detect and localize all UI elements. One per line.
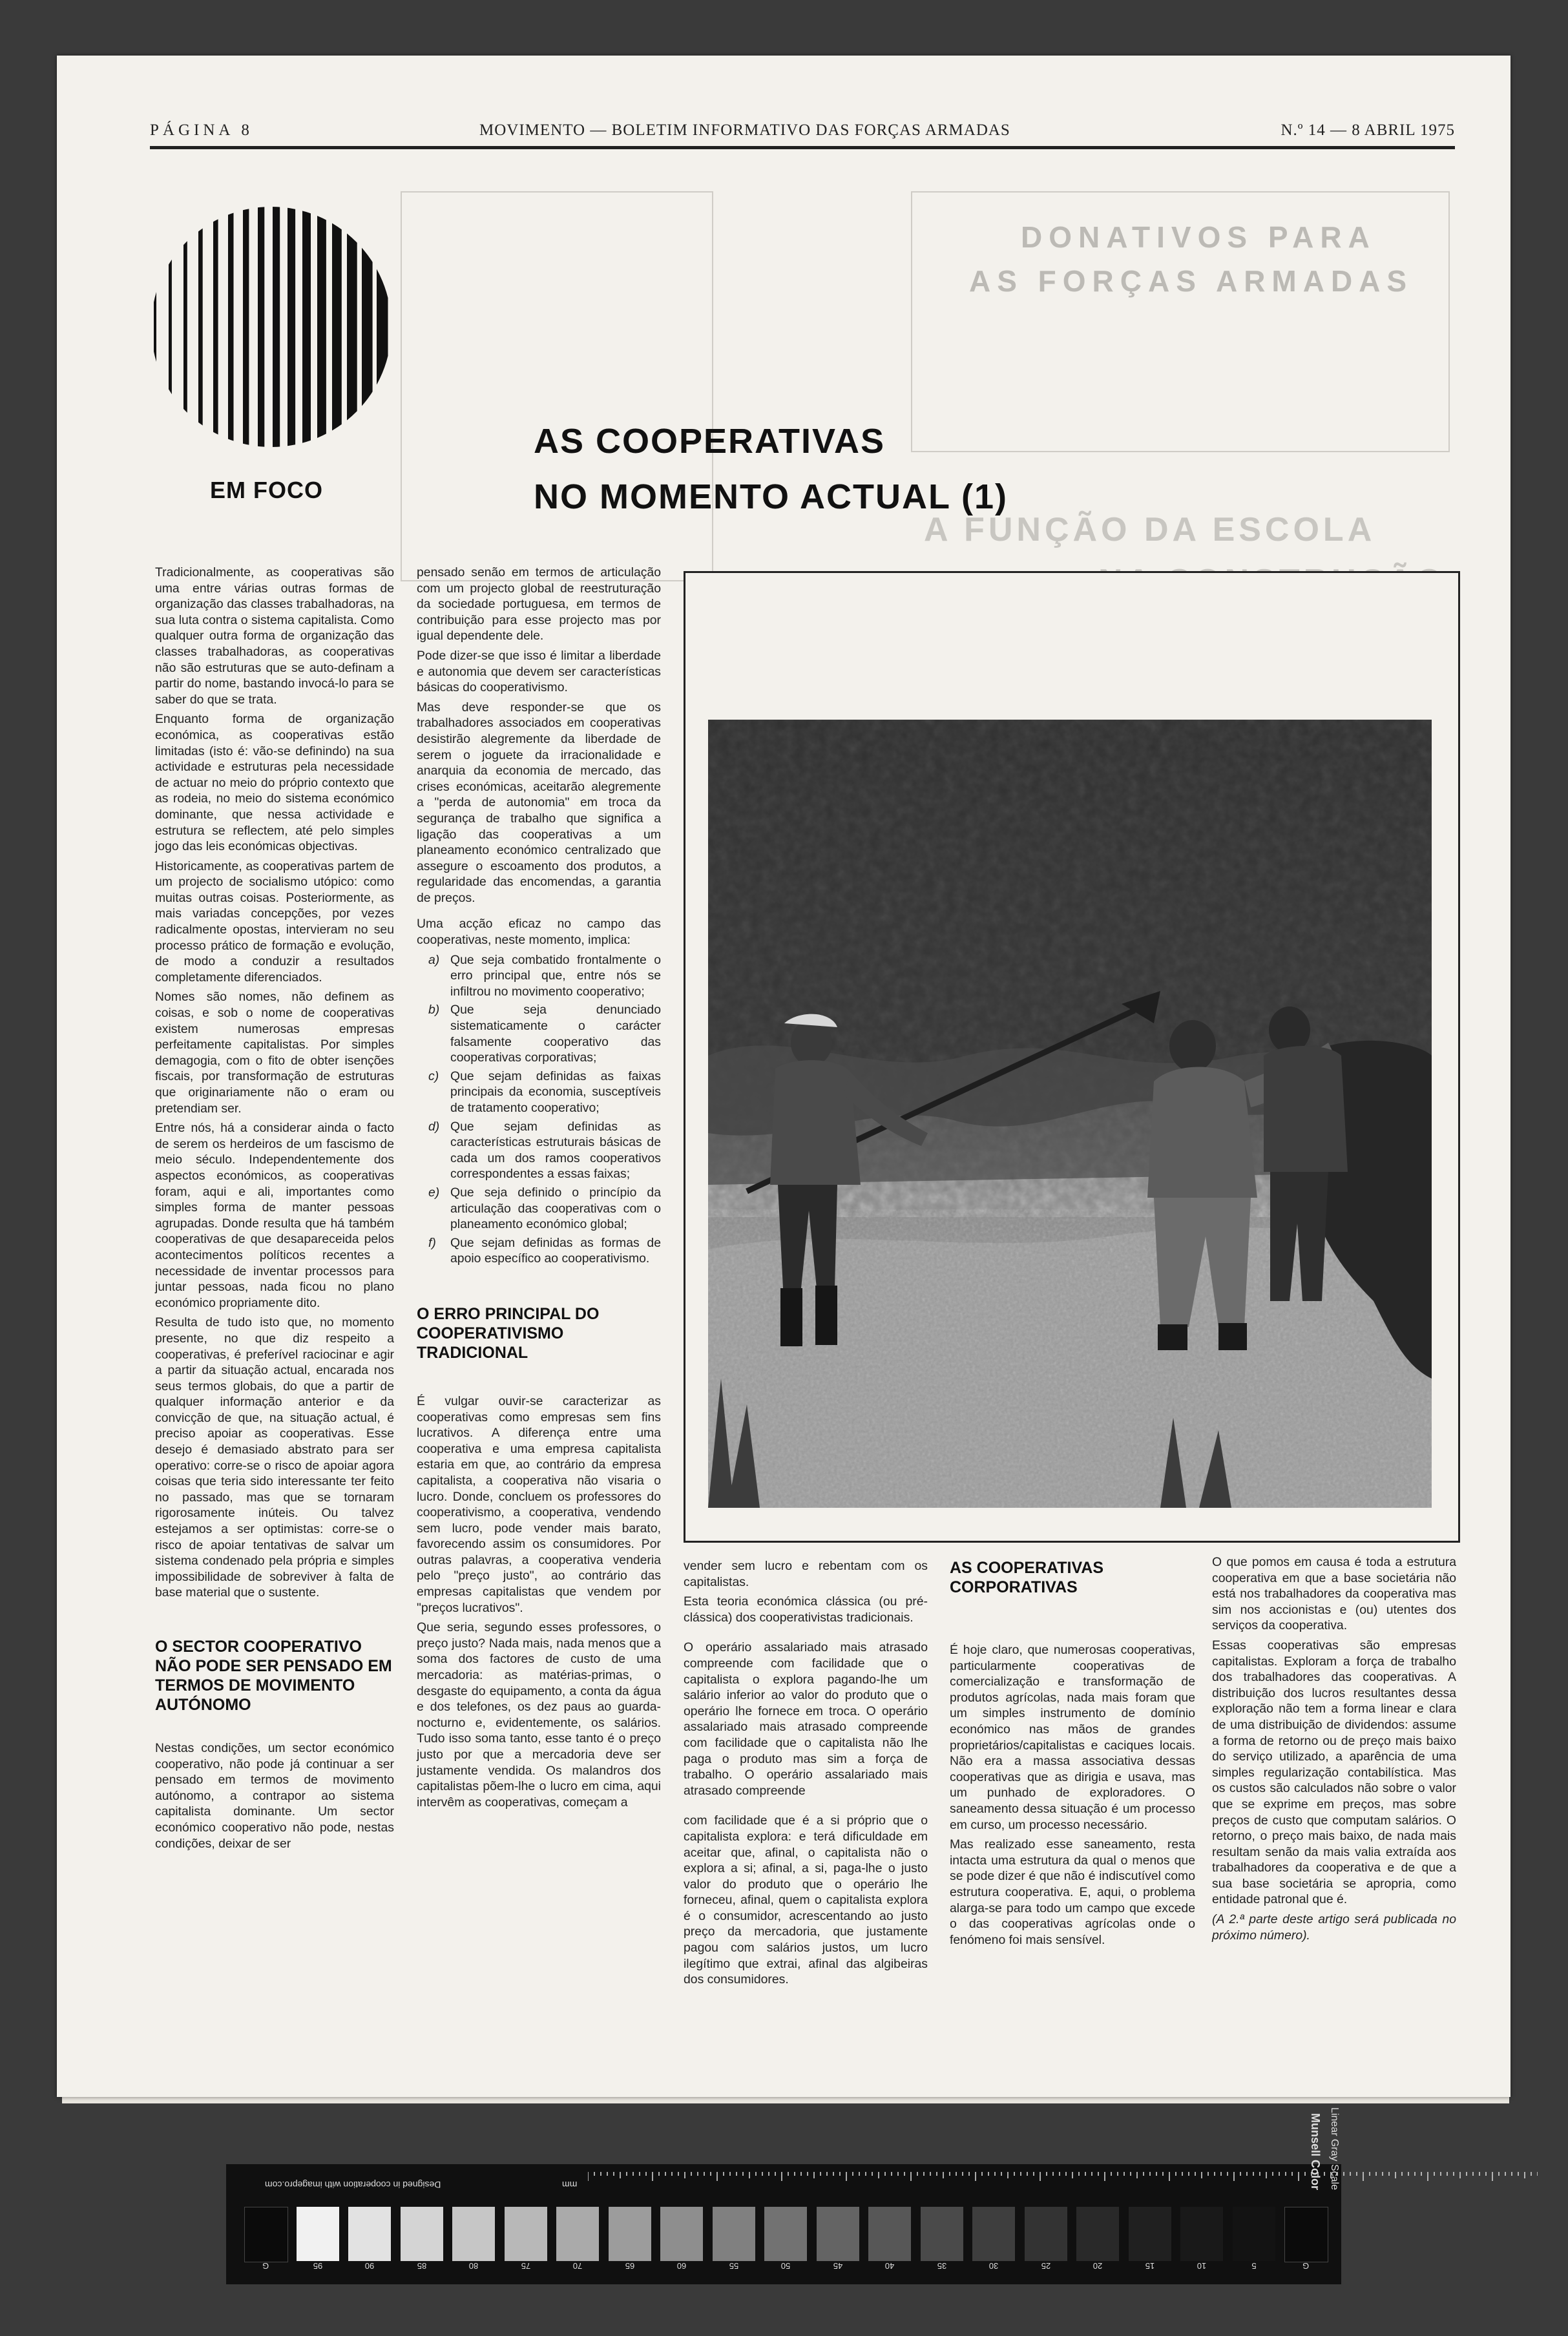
column-5 <box>1212 1554 1456 1947</box>
logo-stripe <box>377 205 388 448</box>
paragraph: Que seria, segundo esses professores, o preço justo? Nada mais, nada menos que a soma dos factores de custo de uma mercadoria: as matérias-primas, o desgaste do equipamento, a conta da água e dos telefones, os dez paus ao guarda-nocturno e, evidentemente, os salários. Tudo isso soma tanto, esse tanto é o preço justo por que a mercadoria deve ser justamente vendida. Os malandros dos capitalistas põem-lhe o lucro em cima, aqui intervêm as cooperativas, começam a <box>417 1620 661 1809</box>
paragraph: Pode dizer-se que isso é limitar a liberdade e autonomia que devem ser características básicas do cooperativismo. <box>417 648 661 695</box>
paragraph: Historicamente, as cooperativas partem de um projecto de socialismo utópico: como muitas outras coisas. Posteriormente, as mais variadas concepções, por vezes radicalmente opostas, intervieram no seu processo prático de formação e evolução, de modo a conduzir a resultados completamente diferenciados. <box>155 859 394 985</box>
bleed-through-title-2: AS FORÇAS ARMADAS <box>969 264 1414 298</box>
list-text: Que seja definido o princípio da articulação das cooperativas com o planeamento económico global; <box>450 1185 661 1232</box>
paragraph: É vulgar ouvir-se caracterizar as cooperativas como empresas sem fins lucrativos. A diferença entre uma cooperativa e uma empresa capitalista estaria em que, ao contrário da empresa capitalista, a cooperativa não visaria o lucro. Donde, concluem os professores do cooperativismo, a cooperativa, vendendo sem lucro, pode vender mais barato, favorecendo assim os consumidores. Por outras palavras, a cooperativa venderia pelo "preço justo", ao contrário das empresas capitalistas que vendem por "preços lucrativos". <box>417 1393 661 1615</box>
paragraph: Mas realizado esse saneamento, resta intacta uma estrutura da qual o menos que se pode dizer é que não é indiscutível como estrutura cooperativa. E, aqui, o problema alarga-se para todo um campo que excede o das cooperativas agrícolas onde o fenómeno foi mais sensível. <box>950 1837 1195 1947</box>
section-label: EM FOCO <box>210 477 323 503</box>
list-item <box>417 1002 661 1065</box>
gray-patch <box>1025 2207 1067 2261</box>
paragraph: com facilidade que é a si próprio que o capitalista explora: e terá dificuldade em aceitar que, afinal, o capitalista não o explora a si; afinal, a si, paga-lhe o justo valor do produto que o operário lhe forneceu, afinal, quem o capitalista explora é o consumidor, acrescentando ao justo preço da mercadoria, que justamente pagou com salários justos, um lucro ilegítimo que extrai, afinal das algibeiras dos consumidores. <box>684 1813 928 1987</box>
list-text: Que seja denunciado sistematicamente o carácter falsamente cooperativo das cooperativas corporativas; <box>450 1003 661 1065</box>
logo-stripe <box>213 205 218 448</box>
paragraph: Mas deve responder-se que os trabalhadores associados em cooperativas desistirão alegremente da liberdade de serem o joguete da irracionalidade e anarquia da economia de mercado, das crises económicas, aceitarão alegremente a "perda de autonomia" em troca da segurança de trabalho que significa a ligação das cooperativas a um planeamento económico centralizado que assegure o escoamento dos produtos, a regularidade das encomendas, a garantia de preços. <box>417 700 661 905</box>
logo-stripe <box>198 205 203 448</box>
gray-patch-label: 50 <box>780 2261 791 2271</box>
paragraph: pensado senão em termos de articulação com um projecto global de reestruturação da sociedade portuguesa, em termos de contribuição para esse projecto mas por igual dependente dele. <box>417 565 661 643</box>
article-photo <box>708 720 1432 1508</box>
bleed-through-title-1: DONATIVOS PARA <box>1021 220 1376 254</box>
paragraph: Nomes são nomes, não definem as coisas, e sob o nome de cooperativas existem numerosas empresas perfeitamente capitalistas. Por simples demagogia, com o fito de obter isenções fiscais, por transformação de estruturas que originariamente não o eram ou pretendiam ser. <box>155 990 394 1116</box>
logo-stripe <box>243 205 249 448</box>
paragraph: Esta teoria económica clássica (ou pré-clássica) dos cooperativistas tradicionais. <box>684 1594 928 1625</box>
paragraph: Tradicionalmente, as cooperativas são uma entre várias outras formas de organização das classes trabalhadoras, na sua luta contra o sistema capitalista. Como qualquer outra forma de organização das classes trabalhadoras, as cooperativas não são estruturas que se auto-definam a partir do nome, bastando invocá-lo para se saber do que se trata. <box>155 565 394 707</box>
gray-patch-label: 75 <box>521 2261 530 2271</box>
list-text: Que seja combatido frontalmente o erro principal que, entre nós se infiltrou no movimento cooperativo; <box>450 952 661 999</box>
card-brand: Munsell Color <box>1309 2112 1322 2190</box>
ruler-scale <box>588 2172 1538 2181</box>
list-label: a) <box>428 952 440 967</box>
list-item <box>417 1069 661 1116</box>
paragraph: Uma acção eficaz no campo das cooperativas, neste momento, implica: <box>417 917 661 948</box>
headline-line-1: AS COOPERATIVAS <box>534 422 886 461</box>
paragraph: Resulta de tudo isto que, no momento presente, no que diz respeito a cooperativas, é preferível raciocinar e agir a partir da situação actual, encarada nos seus termos globais, do que a partir de qualquer informação anterior e da convicção de que, na situação actual, é preciso apoiar as cooperativas. Esse desejo é demasiado abstrato para ser operativo: corre-se o risco de apoiar agora coisas que teria sido interessante ter feito no passado, mas que se tornaram rigorosamente inúteis. Ou talvez estejamos a ser optimistas: corre-se o risco de apoiar tentativas de salvar um sistema condenado pela própria e simples impossibilidade de sobreviver à falta de base material que o sustente. <box>155 1315 394 1600</box>
logo-stripe <box>302 205 311 448</box>
gray-scale-card <box>226 2107 1341 2284</box>
paragraph: Entre nós, há a considerar ainda o facto de serem os herdeiros de um fascismo de meio século. Independentemente dos aspectos económicos, as cooperativas foram, aqui e ali, importantes como simples forma de manter pessoas agrupadas. Donde resulta que há também cooperativas de que desapareceida pelos acontecimentos políticos recentes a necessidade de inventar processos para juntar pessoas, nada ficou no plano económico propriamente dito. <box>155 1121 394 1310</box>
gray-patch-label: 80 <box>468 2261 479 2271</box>
gray-patch-label: 70 <box>572 2261 583 2271</box>
continuation-note: (A 2.ª parte deste artigo será publicada no próximo número). <box>1212 1912 1456 1943</box>
logo-stripe <box>154 205 156 448</box>
logo-stripe <box>273 205 280 448</box>
logo-stripe <box>183 205 187 448</box>
gray-patch-label: 25 <box>1041 2261 1051 2271</box>
column-1 <box>155 565 394 1855</box>
logo-stripe <box>332 205 342 448</box>
gray-patch-label: 45 <box>833 2261 842 2271</box>
logo-stripe <box>287 205 295 448</box>
gray-patch <box>1180 2207 1223 2261</box>
logo-stripe <box>317 205 326 448</box>
gray-patch-label: 30 <box>988 2261 999 2271</box>
gray-patch <box>297 2207 339 2261</box>
headline-line-2: NO MOMENTO ACTUAL (1) <box>534 477 1008 516</box>
gray-patch <box>1284 2207 1328 2262</box>
gray-patch <box>401 2207 443 2261</box>
gray-patch-label: 95 <box>313 2261 322 2271</box>
paragraph: Enquanto forma de organização económica, as cooperativas estão limitadas (isto é: vão-se definindo) na sua actividade e estruturas pela necessidade de actuar no meio do próprio contexto que as rodeia, no meio do sistema económico dominante, que nessa actividade e estrutura se reflectem, até pelo simples jogo das leis económicas objectivas. <box>155 712 394 854</box>
paragraph: O que pomos em causa é toda a estrutura cooperativa em que a base societária não está nos trabalhadores da cooperativa mas sim nos accionistas e (ou) utentes dos serviços da cooperativa. <box>1212 1555 1456 1633</box>
paragraph: Nestas condições, um sector económico cooperativo, não pode já continuar a ser pensado em termos de movimento autónomo, a contrapor ao sistema capitalista dominante. Um sector económico cooperativo não pode, nestas condições, deixar de ser <box>155 1741 394 1851</box>
list-label: b) <box>428 1003 440 1017</box>
gray-patch <box>817 2207 859 2261</box>
list-item <box>417 1185 661 1233</box>
gray-patch-label: 40 <box>884 2261 895 2271</box>
card-credit: Designed in cooperation with imagepro.com <box>265 2180 441 2190</box>
demands-list <box>417 952 661 1267</box>
logo-stripe <box>228 205 234 448</box>
paragraph: É hoje claro, que numerosas cooperativas, particularmente cooperativas de comercialização e transformação de produtos agrícolas, nada mais foram que um simples instrumento de domínio económico nas mãos de grandes proprietários/capitalistas e caciques locais. Não era a massa associativa dessas cooperativas que as dirigia e usava, mas um punhado de exploradores. O saneamento dessa situação é um processo em curso, um processo necessário. <box>950 1643 1195 1832</box>
gray-patch <box>1076 2207 1119 2261</box>
gray-patch-label: 10 <box>1197 2261 1207 2271</box>
header-rule <box>150 146 1455 149</box>
column-2 <box>417 565 661 1814</box>
gray-patch-label: 90 <box>364 2261 375 2271</box>
list-item <box>417 952 661 1000</box>
gray-patch-label: 15 <box>1145 2261 1155 2271</box>
gray-patch <box>452 2207 495 2261</box>
gray-patch-label: 20 <box>1092 2261 1103 2271</box>
gray-patch-label: 35 <box>937 2261 946 2271</box>
subheading: O SECTOR COOPERATIVO NÃO PODE SER PENSADO EM TERMOS DE MOVIMENTO AUTÓNOMO <box>155 1638 392 1714</box>
list-label: e) <box>428 1185 440 1200</box>
issue-date: N.º 14 — 8 ABRIL 1975 <box>1281 121 1455 139</box>
gray-patch <box>556 2207 599 2261</box>
gray-patch <box>505 2207 547 2261</box>
logo-stripe <box>362 205 373 448</box>
gray-patch <box>1129 2207 1171 2261</box>
gray-patch-label: 5 <box>1251 2261 1257 2271</box>
paragraph: O operário assalariado mais atrasado compreende com facilidade que o capitalista o explora pagando-lhe um salário inferior ao valor do produto que o operário lhe fornece em troca. O operário assalariado mais atrasado compreende com facilidade que o capitalista não lhe paga o produto mas sim a força de trabalho. O operário assalariado mais atrasado compreende <box>684 1640 928 1798</box>
page-header <box>150 121 1455 143</box>
gray-patch <box>348 2207 391 2261</box>
bleed-through-title-3: A FUNÇÃO DA ESCOLA <box>924 511 1376 548</box>
list-text: Que sejam definidas as formas de apoio específico ao cooperativismo. <box>450 1235 661 1266</box>
gray-patch <box>244 2207 288 2262</box>
gray-patch <box>1233 2207 1275 2261</box>
publication-title: MOVIMENTO — BOLETIM INFORMATIVO DAS FORÇAS ARMADAS <box>479 121 1010 139</box>
logo-stripe <box>169 205 172 448</box>
em-foco-logo <box>150 205 393 448</box>
list-label: d) <box>428 1119 440 1134</box>
gray-patch-label: G <box>1302 2261 1310 2271</box>
gray-patch-label: G <box>262 2261 269 2271</box>
column-4 <box>950 1558 1195 1952</box>
gray-patch <box>921 2207 963 2261</box>
gray-patch-label: 55 <box>729 2261 738 2271</box>
gray-patch <box>868 2207 911 2261</box>
logo-stripe <box>258 205 264 448</box>
list-text: Que sejam definidas as características estruturais básicas de cada um dos ramos cooperativos correspondentes a essas faixas; <box>450 1119 661 1182</box>
article-headline <box>534 413 1008 525</box>
logo-stripe <box>347 205 357 448</box>
card-product: Linear Gray Scale <box>1329 2107 1340 2190</box>
gray-patch <box>660 2207 703 2261</box>
gray-patch <box>972 2207 1015 2261</box>
list-text: Que sejam definidas as faixas principais da economia, susceptíveis de tratamento cooperativo; <box>450 1069 661 1115</box>
subheading: AS COOPERATIVAS CORPORATIVAS <box>950 1559 1103 1596</box>
gray-patch-label: 85 <box>417 2261 426 2271</box>
column-3 <box>684 1558 928 1992</box>
paragraph: vender sem lucro e rebentam com os capitalistas. <box>684 1559 928 1589</box>
ruler-unit: mm <box>562 2180 578 2190</box>
list-label: f) <box>428 1235 436 1250</box>
gray-patch <box>609 2207 651 2261</box>
list-item <box>417 1235 661 1267</box>
gray-patch-label: 65 <box>625 2261 634 2271</box>
gray-patch <box>713 2207 755 2261</box>
gray-patch <box>764 2207 807 2261</box>
subheading: O ERRO PRINCIPAL DO COOPERATIVISMO TRADICIONAL <box>417 1304 600 1362</box>
farm-workers-photo <box>708 720 1432 1508</box>
paragraph: Essas cooperativas são empresas capitalistas. Exploram a força de trabalho dos trabalhadores das cooperativas. A distribuição dos lucros resultantes dessa exploração não tem a forma linear e clara de uma distribuição de dividendos: assume a forma de retorno ou de preço mais baixo do serviço utilizado, a aparência de uma simples regularização contabilística. Mas os custos são calculados não sobre o valor que se exprime em preços, mas sobre preços de custo que computam salários. O retorno, o preço mais baixo, de nada mais resultam senão da mais valia extraída aos trabalhadores da cooperativa e de que a sua base societária se apropria, como entidade patronal que é. <box>1212 1638 1456 1907</box>
gray-patch-label: 60 <box>676 2261 687 2271</box>
page-number: PÁGINA 8 <box>150 121 253 139</box>
list-label: c) <box>428 1069 439 1083</box>
list-item <box>417 1119 661 1182</box>
